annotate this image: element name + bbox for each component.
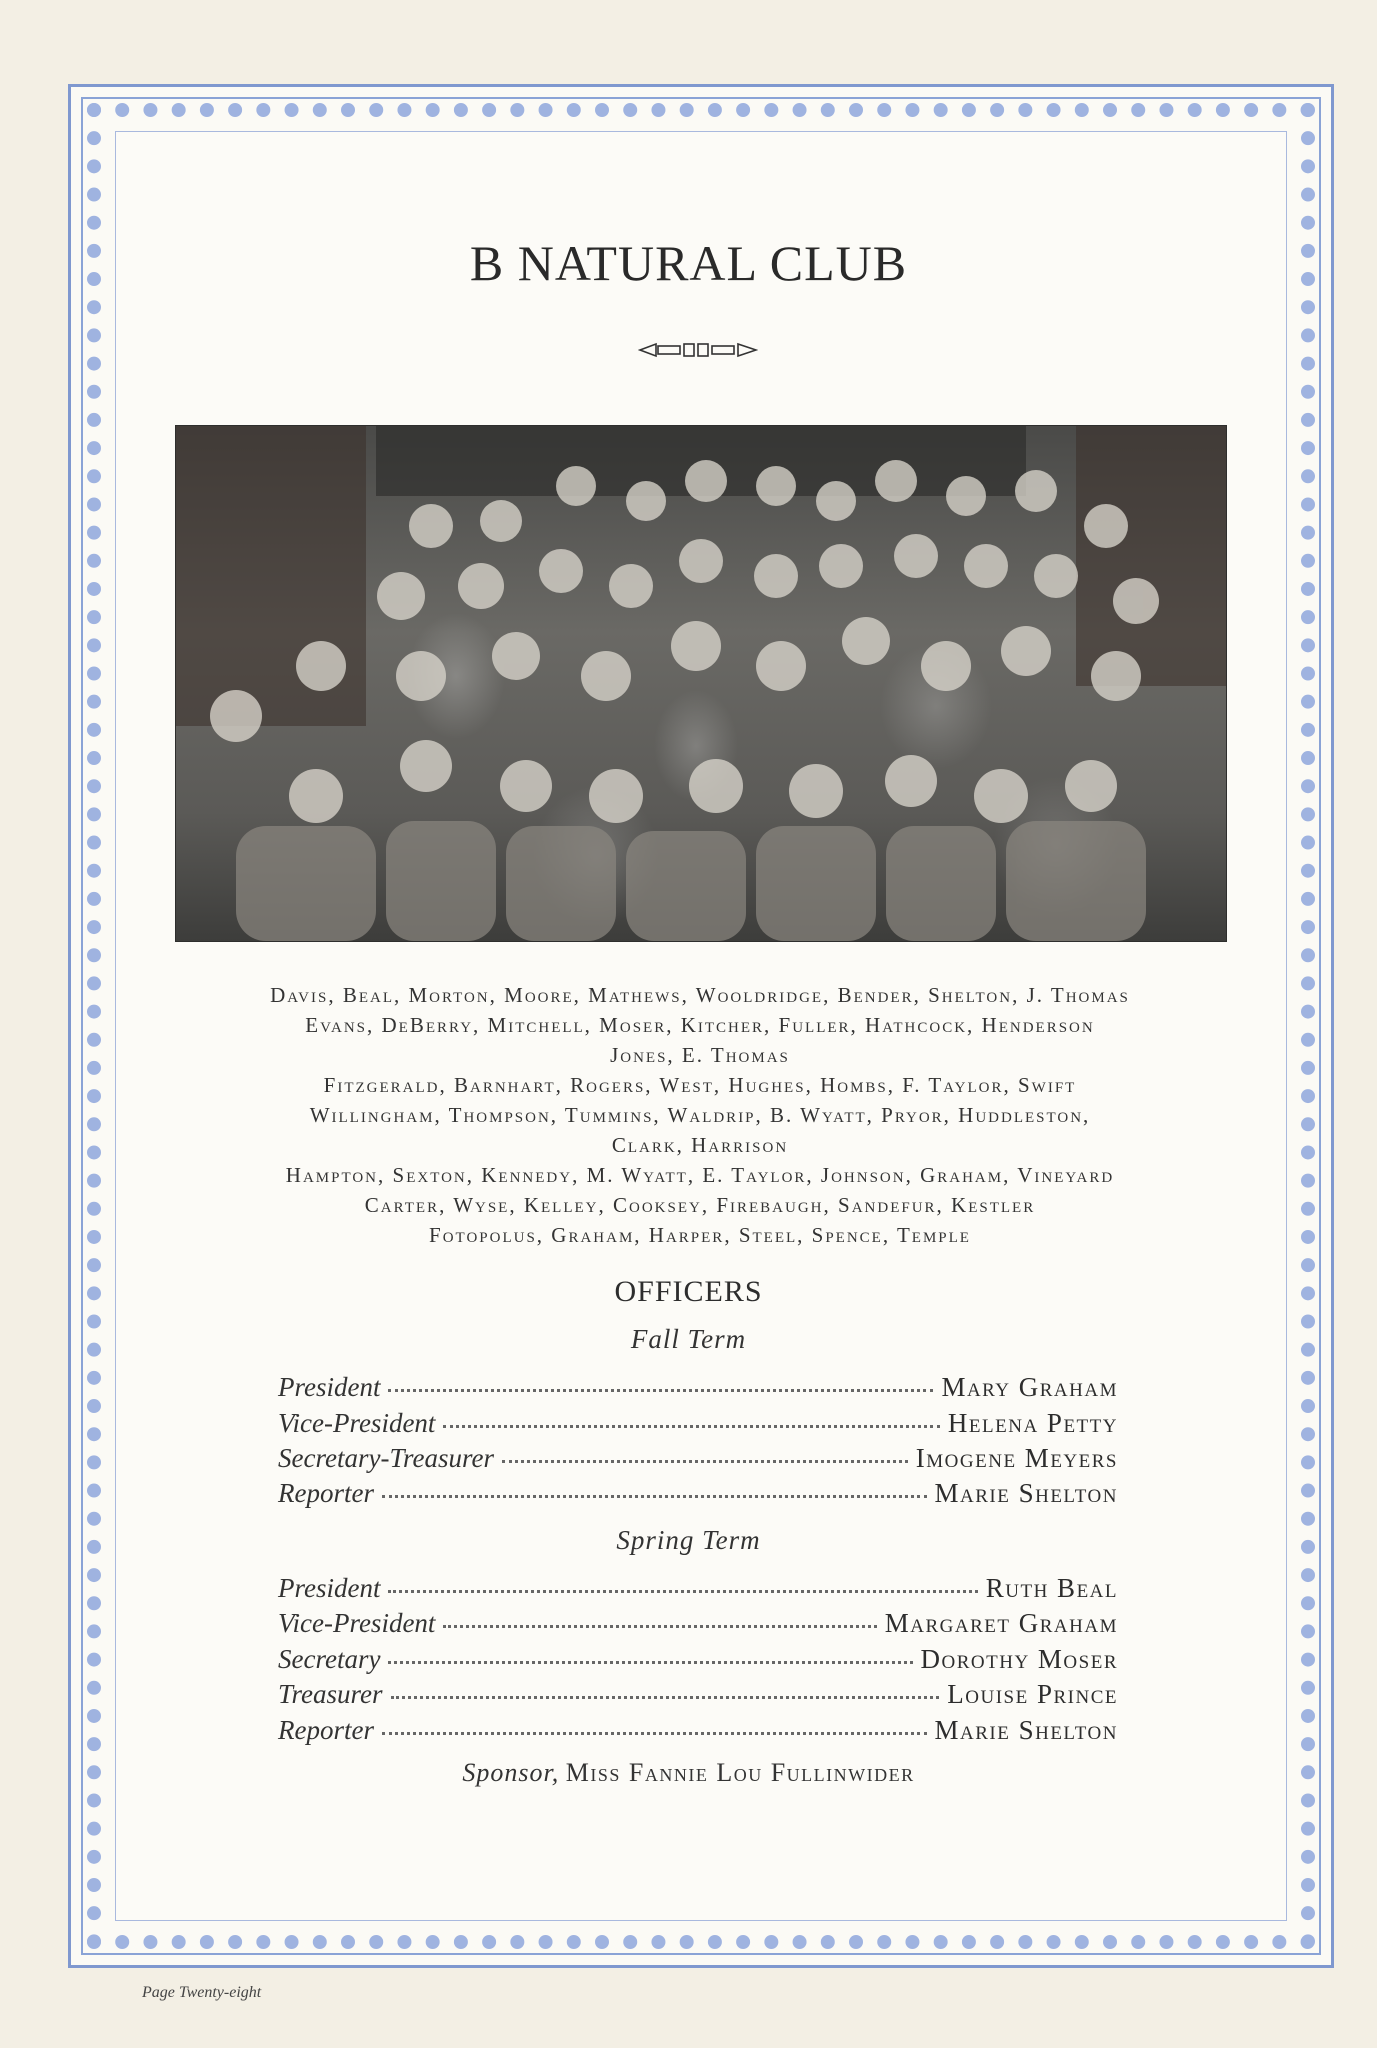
officer-name: Louise Prince [947, 1679, 1118, 1709]
member-names [150, 980, 1250, 1250]
officer-name: Helena Petty [947, 1408, 1118, 1438]
fall-term-heading: Fall Term [630, 1324, 747, 1354]
officer-name: Dorothy Moser [920, 1644, 1118, 1674]
group-photo [175, 425, 1227, 942]
officer-row [278, 1573, 1118, 1607]
officer-role: Vice-President [278, 1408, 436, 1438]
officer-role: Treasurer [278, 1679, 383, 1709]
officer-row [278, 1408, 1118, 1442]
member-names-line: Carter, Wyse, Kelley, Cooksey, Firebaugh, Sandefur, Kestler [364, 1193, 1036, 1217]
officer-row [278, 1608, 1118, 1642]
officer-row [278, 1372, 1118, 1406]
leader-dots [391, 1690, 940, 1699]
member-names-line: Fitzgerald, Barnhart, Rogers, West, Hughes, Hombs, F. Taylor, Swift [323, 1073, 1077, 1097]
member-names-line: Evans, DeBerry, Mitchell, Moser, Kitcher, Fuller, Hathcock, Henderson [305, 1013, 1095, 1037]
officer-role: Reporter [278, 1478, 374, 1508]
officer-role: President [278, 1372, 381, 1402]
page-title: B NATURAL CLUB [469, 235, 908, 291]
leader-dots [388, 1655, 912, 1664]
officers-heading: OFFICERS [614, 1275, 763, 1308]
sponsor-line [0, 1758, 1377, 1788]
officer-row [278, 1443, 1118, 1477]
officer-name: Imogene Meyers [915, 1443, 1118, 1473]
group-photo-silhouettes [176, 426, 1226, 941]
officer-role: Vice-President [278, 1608, 436, 1638]
leader-dots [388, 1584, 977, 1593]
leader-dots [443, 1619, 876, 1628]
spring-term-heading: Spring Term [616, 1525, 761, 1555]
officer-name: Margaret Graham [884, 1608, 1118, 1638]
member-names-line: Hampton, Sexton, Kennedy, M. Wyatt, E. Taylor, Johnson, Graham, Vineyard [285, 1163, 1115, 1187]
officer-name: Marie Shelton [934, 1478, 1118, 1508]
leader-dots [502, 1454, 908, 1463]
officer-row [278, 1478, 1118, 1512]
officer-role: Reporter [278, 1715, 374, 1745]
officer-name: Marie Shelton [934, 1715, 1118, 1745]
officer-role: Secretary [278, 1644, 381, 1674]
officer-name: Ruth Beal [985, 1573, 1118, 1603]
member-names-line: Clark, Harrison [611, 1133, 789, 1157]
officer-name: Mary Graham [941, 1372, 1118, 1402]
member-names-line: Fotopolus, Graham, Harper, Steel, Spence, Temple [429, 1223, 971, 1247]
sponsor-label: Sponsor, [462, 1758, 560, 1787]
member-names-line: Jones, E. Thomas [610, 1043, 790, 1067]
page-number: Page Twenty-eight [142, 1984, 262, 2001]
leader-dots [443, 1419, 939, 1428]
officer-row [278, 1644, 1118, 1678]
officer-role: Secretary-Treasurer [278, 1443, 494, 1473]
leader-dots [382, 1726, 927, 1735]
title-ornament-icon [638, 340, 758, 360]
member-names-line: Willingham, Thompson, Tummins, Waldrip, B. Wyatt, Pryor, Huddleston, [309, 1103, 1091, 1127]
leader-dots [382, 1489, 927, 1498]
leader-dots [388, 1383, 933, 1392]
officer-role: President [278, 1573, 381, 1603]
officer-row [278, 1679, 1118, 1713]
officer-row [278, 1715, 1118, 1749]
member-names-line: Davis, Beal, Morton, Moore, Mathews, Wooldridge, Bender, Shelton, J. Thomas [270, 983, 1130, 1007]
sponsor-name: Miss Fannie Lou Fullinwider [565, 1758, 915, 1787]
